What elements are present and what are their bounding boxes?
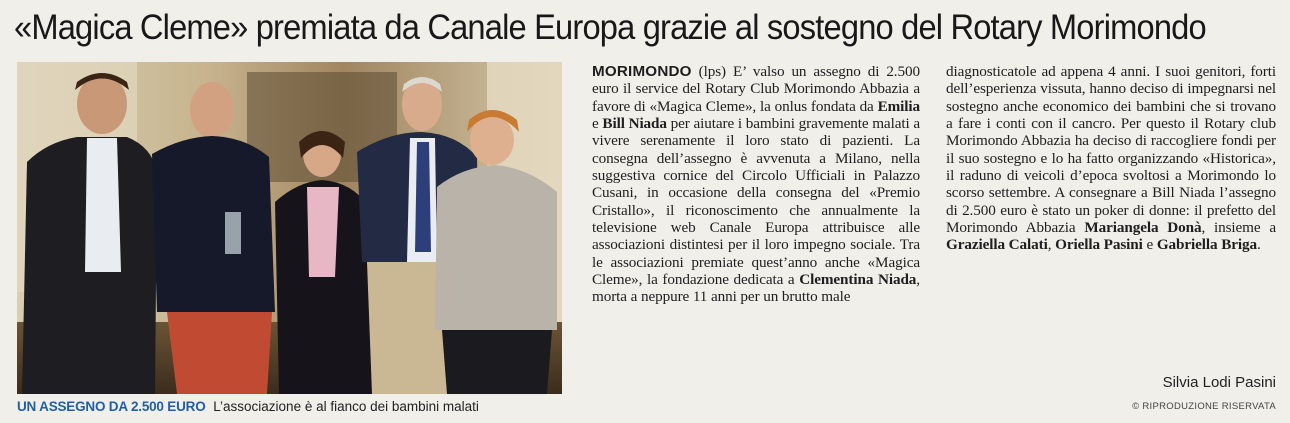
person-clementina-niada: Clementina Niada [799, 271, 917, 289]
person-oriella-pasini: Oriella Pasini [1055, 236, 1143, 254]
col1-text-3: per aiutare i bambini gravemente malati a vivere serenamente il loro stato di pazienti. La consegna dell’assegno è avvenuta a Milano, nella suggestiva cornice del Circolo Ufficiali in Palazzo Cusani, in occasione della consegna del «Premio Cristallo», il riconoscimento che annualmente la televisione web Canale Europa attribuisce alle associazioni distintesi per il loro impegno sociale. Tra le associazioni premiate quest’anno anche «Magica Cleme», la fondazione dedicata a [592, 115, 920, 289]
col1-text-2: e [592, 115, 599, 133]
person-bill-niada: Bill Niada [602, 115, 667, 133]
article-column-2 [946, 63, 1276, 254]
caption-text: L’associazione è al fianco dei bambini malati [213, 399, 479, 414]
col2-text-5: . [1257, 236, 1261, 254]
col1-text-4: , morta a neppure 11 anni per un brutto male [592, 271, 920, 306]
article-column-1 [592, 63, 920, 306]
col1-text-1: E’ valso un assegno di 2.500 euro il service del Rotary Club Morimondo Abbazia a favore di «Magica Cleme», la onlus fondata da [592, 63, 920, 115]
person-graziella-calati: Graziella Calati [946, 236, 1048, 254]
col2-text-3: , [1047, 236, 1052, 254]
person-mariangela-dona: Mariangela Donà [1084, 219, 1202, 237]
col2-text-2: , insieme a [1201, 219, 1276, 237]
person-gabriella-briga: Gabriella Briga [1156, 236, 1257, 254]
author-signature: Silvia Lodi Pasini [1162, 374, 1276, 391]
photo-caption [17, 397, 577, 417]
person-emilia: Emilia [877, 97, 920, 115]
copyright-notice: © RIPRODUZIONE RISERVATA [1132, 401, 1276, 412]
caption-kicker: UN ASSEGNO DA 2.500 EURO [17, 399, 206, 414]
dateline: MORIMONDO [592, 63, 692, 80]
agency-tag: (lps) [698, 63, 726, 80]
headline: «Magica Cleme» premiata da Canale Europa grazie al sostegno del Rotary Morimondo [14, 7, 1206, 47]
col2-text-4: e [1146, 236, 1154, 254]
col2-text-1: diagnosticatole ad appena 4 anni. I suoi genitori, forti dell’esperienza vissuta, hanno deciso di impegnarsi nel sostegno anche economico dei bambini che si trovano a fare i conti con il cancro. Per questo il Rotary club Morimondo Abbazia ha deciso di raccogliere fondi per il suo sostegno e lo ha fatto organizzando «Historica», il raduno di veicoli d’epoca svoltosi a Morimondo lo scorso settembre. A consegnare a Bill Niada l’assegno di 2.500 euro è stato un poker di donne: il prefetto del Morimondo Abbazia [946, 63, 1276, 237]
award-photo [17, 62, 562, 394]
